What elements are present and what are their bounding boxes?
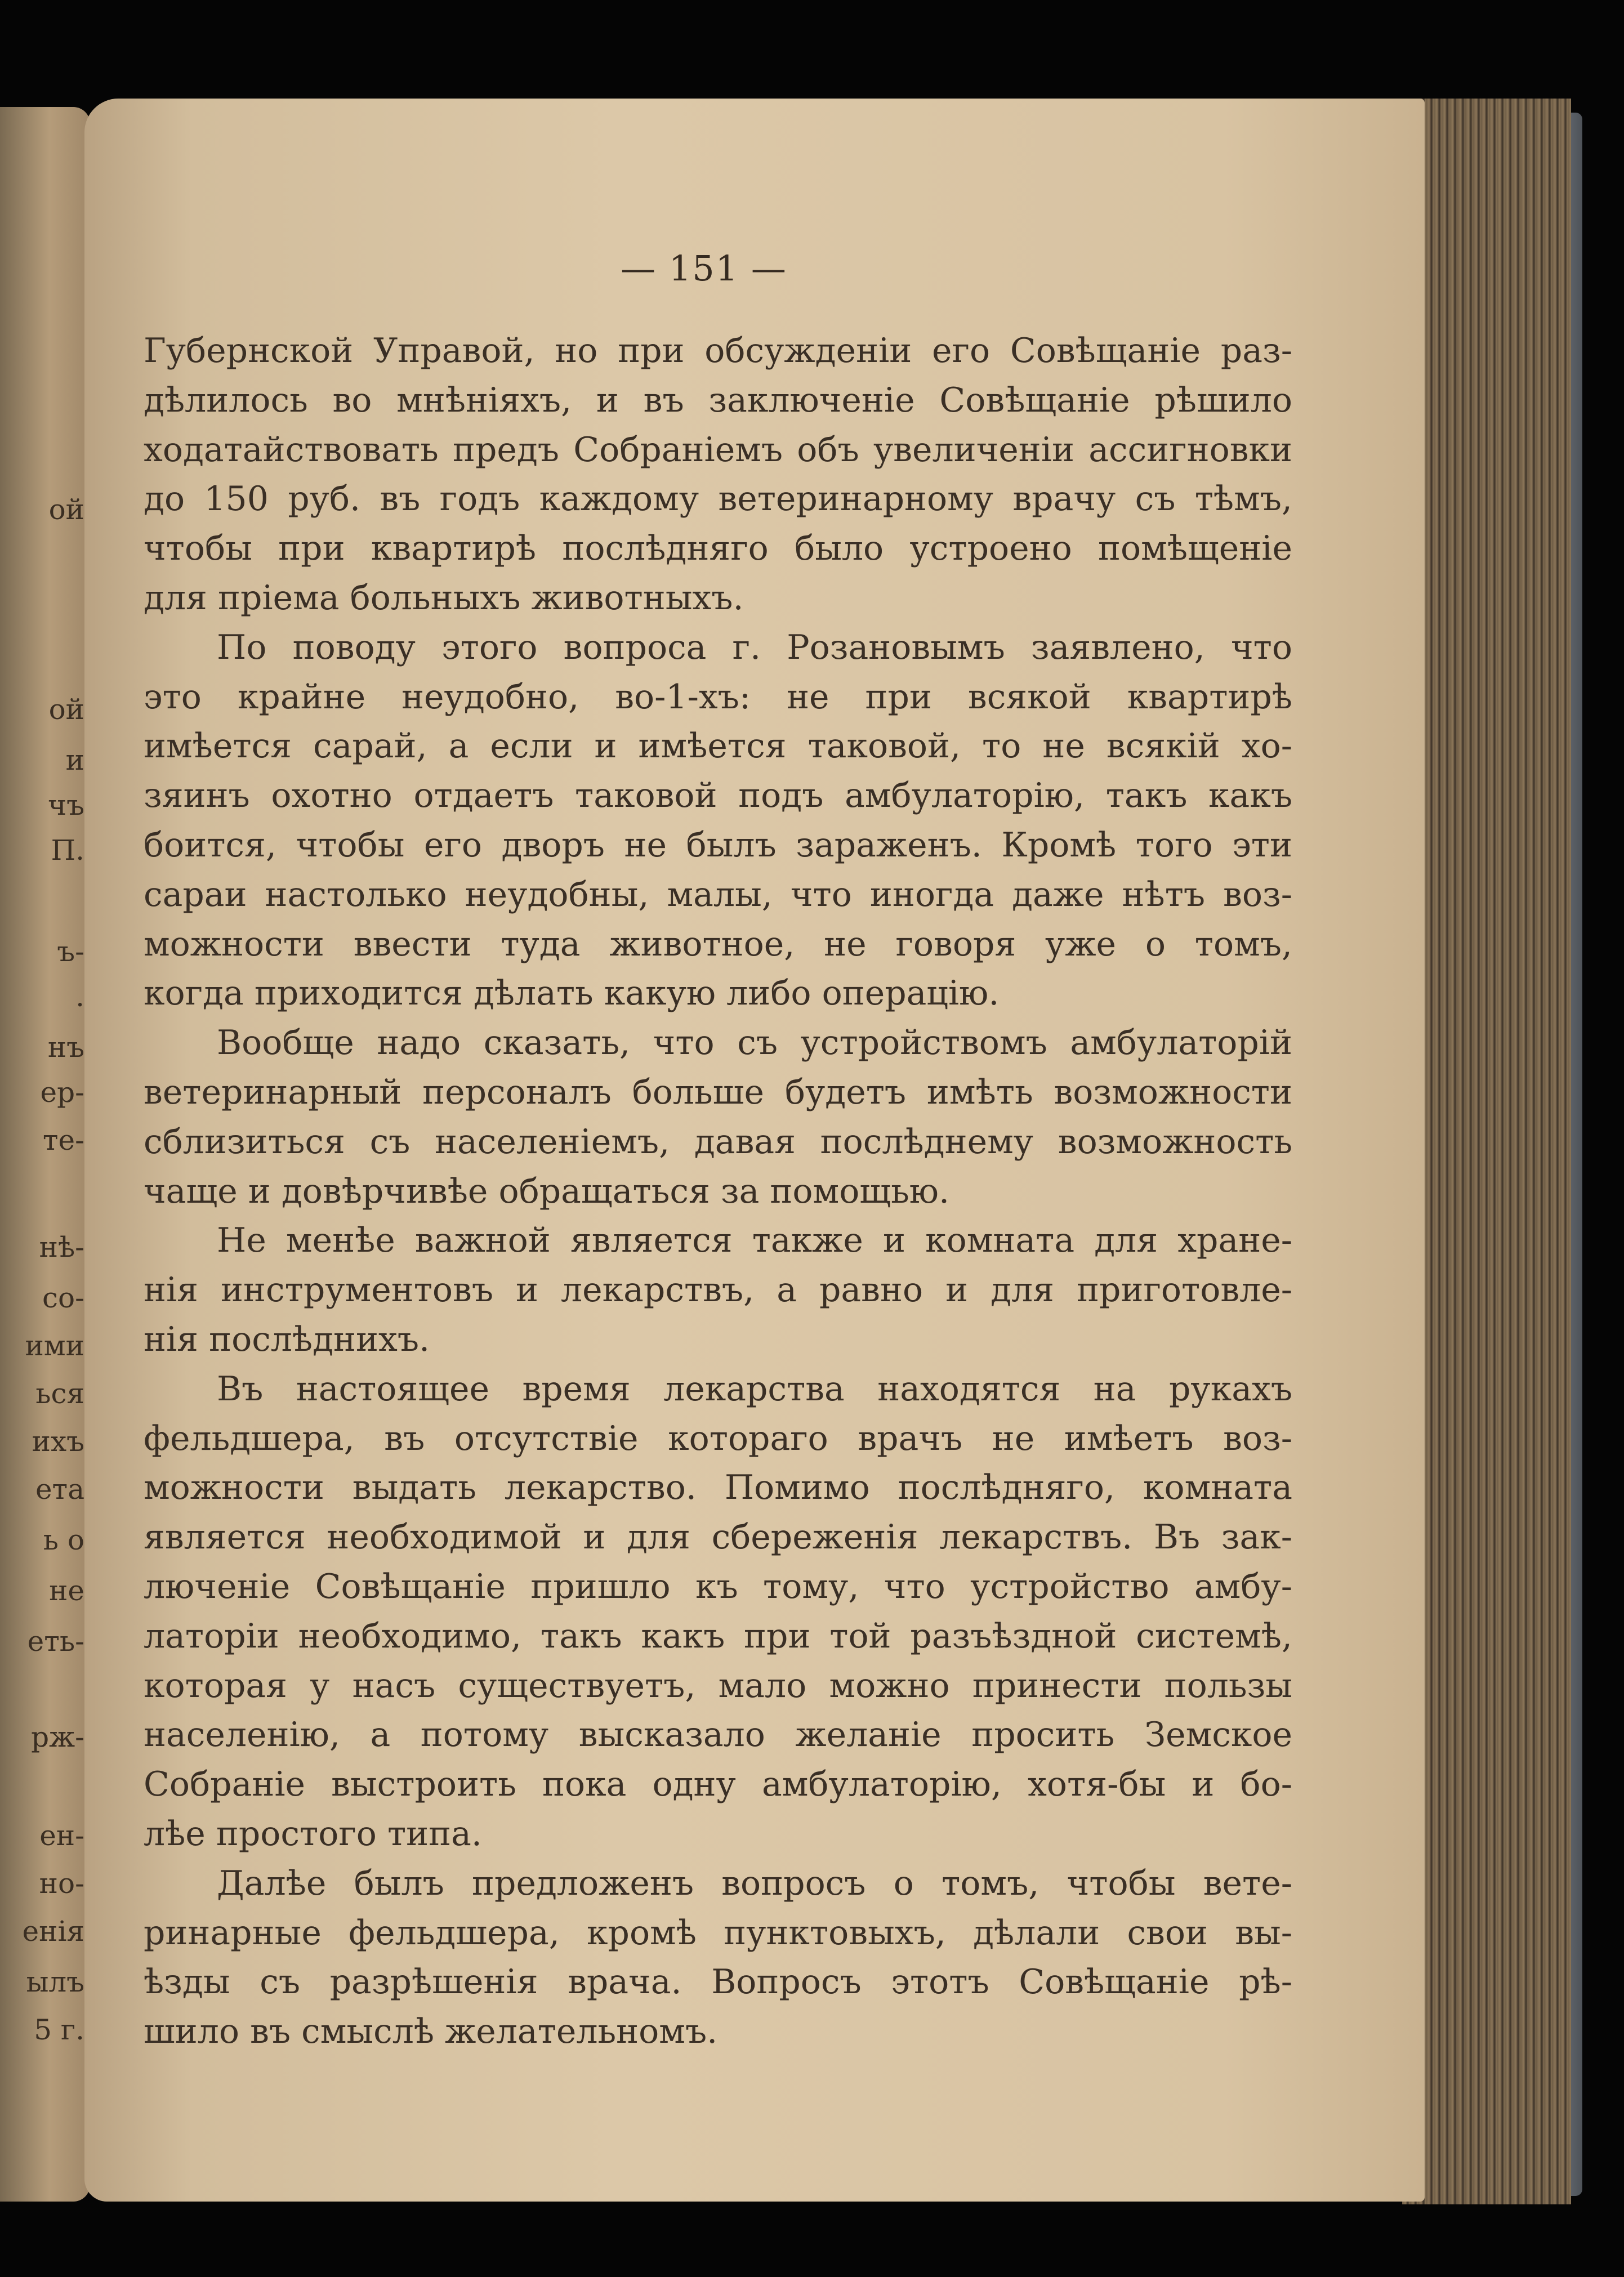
text-line: лѣе простого типа. (144, 1814, 482, 1854)
text-line: зяинъ охотно отдаетъ таковой подъ амбулаторію, такъ какъ (144, 776, 1292, 816)
left-page-fragment: . (75, 980, 84, 1013)
text-line: можности ввести туда животное, не говоря уже о томъ, (144, 924, 1292, 964)
left-page-fragment: П. (51, 834, 84, 867)
text-line: шило въ смыслѣ желательномъ. (144, 2012, 718, 2052)
text-line: ветеринарный персоналъ больше будетъ имѣть возможности (144, 1072, 1292, 1112)
left-page-fragment: ета (35, 1473, 84, 1506)
text-line: латоріи необходимо, такъ какъ при той разъѣздной системѣ, (144, 1616, 1292, 1656)
left-page-fragment: ься (35, 1377, 84, 1410)
text-line: Губернской Управой, но при обсужденіи его Совѣщаніе раз- (144, 331, 1292, 370)
left-page-fragment: не (49, 1574, 84, 1607)
left-page-fragment: и (65, 744, 84, 776)
text-line: дѣлилось во мнѣніяхъ, и въ заключеніе Совѣщаніе рѣшило (144, 380, 1292, 420)
left-page-fragment: чъ (48, 789, 84, 821)
page-stack-edge (1402, 99, 1571, 2204)
text-line: ринарные фельдшера, кромѣ пунктовыхъ, дѣлали свои вы- (144, 1913, 1292, 1953)
left-page-fragment: но- (39, 1867, 84, 1900)
text-line: ѣзды съ разрѣшенія врача. Вопросъ этотъ Совѣщаніе рѣ- (144, 1962, 1292, 2002)
text-line: для пріема больныхъ животныхъ. (144, 578, 744, 618)
text-line: Далѣе былъ предложенъ вопросъ о томъ, чтобы вете- (217, 1863, 1292, 1903)
text-line: чаще и довѣрчивѣе обращаться за помощью. (144, 1171, 950, 1211)
text-line: населенію, а потому высказало желаніе просить Земское (144, 1715, 1292, 1755)
text-line: нія инструментовъ и лекарствъ, а равно и для приготовле- (144, 1270, 1292, 1310)
left-page-fragment: нъ (47, 1031, 84, 1064)
left-page-fragment: енія (22, 1915, 84, 1948)
left-page-fragment: ылъ (26, 1966, 84, 1998)
left-page-fragment: нѣ- (39, 1231, 84, 1263)
text-line: которая у насъ существуетъ, мало можно принести пользы (144, 1666, 1292, 1705)
text-line: имѣется сарай, а если и имѣется таковой, то не всякій хо- (144, 726, 1292, 766)
text-line: По поводу этого вопроса г. Розановымъ заявлено, что (217, 627, 1292, 667)
left-page-fragment: ен- (39, 1819, 84, 1852)
left-page-fragment: рж- (31, 1721, 84, 1753)
text-line: Въ настоящее время лекарства находятся на рукахъ (217, 1369, 1292, 1409)
text-line: чтобы при квартирѣ послѣдняго было устроено помѣщеніе (144, 529, 1292, 569)
text-line: боится, чтобы его дворъ не былъ зараженъ. Кромѣ того эти (144, 825, 1292, 865)
text-line: можности выдать лекарство. Помимо послѣдняго, комната (144, 1468, 1292, 1508)
text-line: до 150 руб. въ годъ каждому ветеринарному врачу съ тѣмъ, (144, 479, 1292, 519)
left-page-fragment: ихъ (32, 1425, 84, 1458)
text-line: люченіе Совѣщаніе пришло къ тому, что устройство амбу- (144, 1566, 1292, 1606)
left-page-fragment: 5 г. (34, 2013, 84, 2046)
text-line: является необходимой и для сбереженія лекарствъ. Въ зак- (144, 1517, 1292, 1557)
left-page-fragment: ер- (40, 1076, 84, 1109)
left-page-fragment: ими (25, 1329, 84, 1362)
text-line: это крайне неудобно, во-1-хъ: не при всякой квартирѣ (144, 677, 1292, 717)
text-line: ходатайствовать предъ Собраніемъ объ увеличеніи ассигновки (144, 430, 1292, 470)
text-line: нія послѣднихъ. (144, 1319, 430, 1359)
text-line: когда приходится дѣлать какую либо операцію. (144, 974, 1000, 1014)
page-number: — 151 — (621, 248, 787, 289)
text-line: Не менѣе важной является также и комната для хране- (217, 1221, 1292, 1261)
left-page-fragment: те- (42, 1124, 84, 1157)
left-page-edge (0, 107, 90, 2202)
left-page-fragment: ой (48, 693, 84, 726)
text-line: сблизиться съ населеніемъ, давая послѣднему возможность (144, 1122, 1292, 1162)
left-page-fragment: ъ- (57, 935, 84, 968)
text-line: Собраніе выстроить пока одну амбулаторію, хотя-бы и бо- (144, 1765, 1292, 1805)
left-page-fragment: ой (48, 493, 84, 526)
left-page-fragment: еть- (27, 1625, 84, 1658)
text-line: сараи настолько неудобны, малы, что иногда даже нѣтъ воз- (144, 874, 1292, 914)
text-line: фельдшера, въ отсутствіе котораго врачъ не имѣетъ воз- (144, 1418, 1292, 1458)
body-text (144, 327, 1292, 2057)
left-page-fragment: со- (42, 1282, 84, 1314)
text-line: Вообще надо сказать, что съ устройствомъ амбулаторій (217, 1023, 1292, 1063)
left-page-fragment: ь о (43, 1524, 84, 1556)
